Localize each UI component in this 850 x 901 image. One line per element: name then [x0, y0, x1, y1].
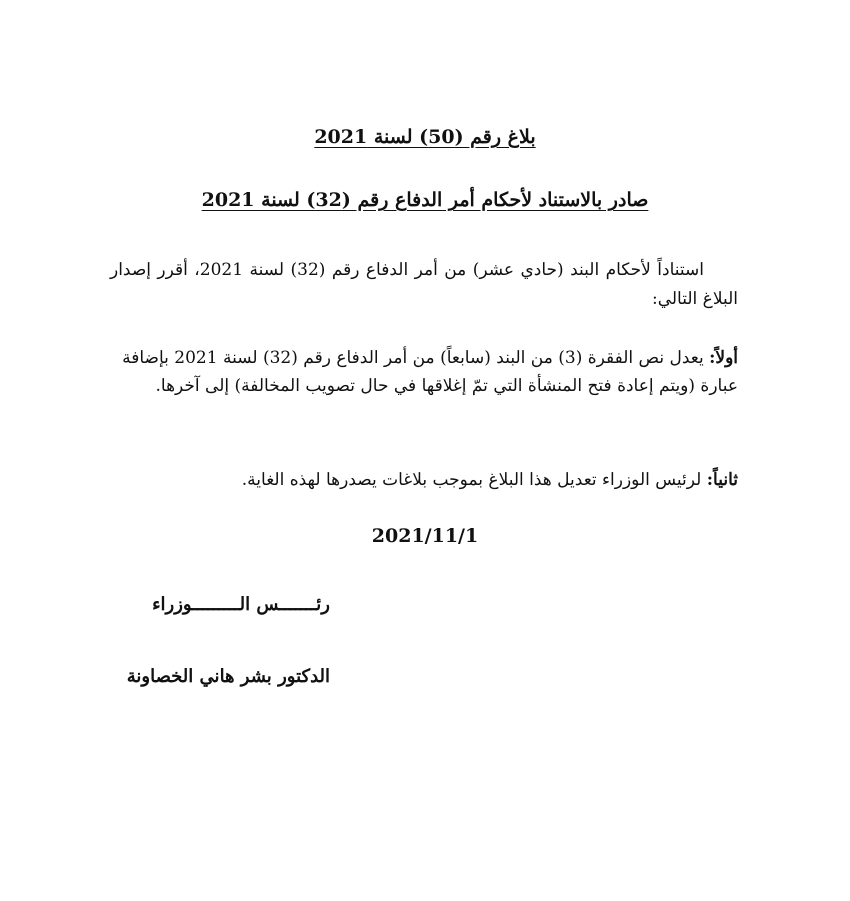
clause-second-label: ثانياً:: [706, 470, 738, 490]
clause-first-label: أولاً:: [709, 348, 738, 368]
signature-title: رئـــــــس الـــــــــوزراء: [152, 594, 330, 615]
clause-second: [110, 466, 738, 494]
document-date: 2021/11/1: [371, 525, 479, 547]
clause-first: [110, 344, 738, 400]
clause-second-text: لرئيس الوزراء تعديل هذا البلاغ بموجب بلاغات يصدرها لهذه الغاية.: [241, 470, 702, 490]
intro-paragraph: استناداً لأحكام البند (حادي عشر) من أمر الدفاع رقم (32) لسنة 2021، أقرر إصدار البلاغ التالي:: [110, 260, 738, 309]
document-title: بلاغ رقم (50) لسنة 2021: [314, 126, 536, 148]
clause-first-text: يعدل نص الفقرة (3) من البند (سابعاً) من أمر الدفاع رقم (32) لسنة 2021 بإضافة عبارة (ويتم إعادة فتح المنشأة التي تمّ إغلاقها في حال تصويب المخالفة) إلى آخرها.: [122, 348, 738, 396]
signature-name: الدكتور بشر هاني الخصاونة: [126, 666, 330, 687]
document-subtitle: صادر بالاستناد لأحكام أمر الدفاع رقم (32) لسنة 2021: [201, 189, 649, 211]
